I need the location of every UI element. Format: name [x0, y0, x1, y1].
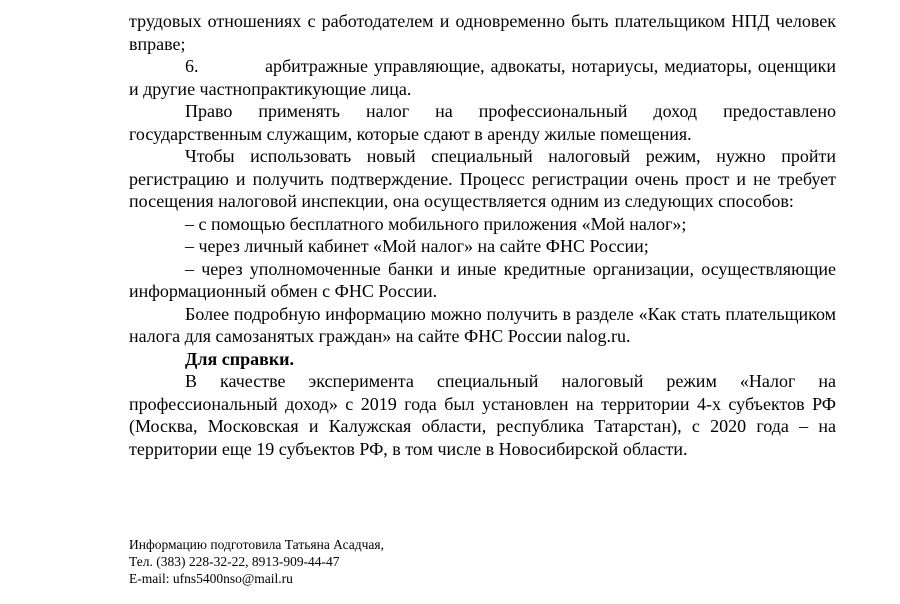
list-item-6 — [129, 55, 836, 100]
paragraph-civil-servants: Право применять налог на профессиональный доход предоставлено государственным служащим, которые сдают в аренду жилые помещения. — [129, 101, 836, 144]
registration-method-app: – с помощью бесплатного мобильного приложения «Мой налог»; — [185, 213, 687, 234]
paragraph-registration: Чтобы использовать новый специальный налоговый режим, нужно пройти регистрацию и получить подтверждение. Процесс регистрации очень прост и не требует посещения налоговой инспекции, она осуществляется одним из следующих способов: — [129, 146, 836, 211]
registration-method-banks: – через уполномоченные банки и иные кредитные организации, осуществляющие информационный обмен с ФНС России. — [129, 258, 836, 301]
paragraph-more-info: Более подробную информацию можно получить в разделе «Как стать плательщиком налога для самозанятых граждан» на сайте ФНС России nalog.ru. — [129, 303, 836, 346]
document-footer — [129, 536, 729, 587]
list-number: 6. — [185, 56, 199, 76]
paragraph-experiment: В качестве эксперимента специальный налоговый режим «Налог на профессиональный доход» с 2019 года был установлен на территории 4-х субъектов РФ (Москва, Московская и Калужская области, республика Татарстан), с 2020 года – на территории еще 19 субъектов РФ, в том числе в Новосибирской области. — [129, 371, 836, 459]
section-heading-reference: Для справки. — [185, 348, 295, 369]
paragraph-continuation: трудовых отношениях с работодателем и одновременно быть плательщиком НПД человек вправе; — [129, 11, 836, 54]
list-item-text: арбитражные управляющие, адвокаты, нотариусы, медиаторы, оценщики и другие частнопрактикующие лица. — [129, 56, 836, 99]
footer-email: E-mail: ufns5400nso@mail.ru — [129, 571, 293, 586]
footer-author: Информацию подготовила Татьяна Асадчая, — [129, 537, 384, 552]
registration-method-cabinet: – через личный кабинет «Мой налог» на сайте ФНС России; — [185, 236, 649, 256]
document-body — [129, 10, 836, 460]
footer-phone: Тел. (383) 228-32-22, 8913-909-44-47 — [129, 554, 340, 569]
